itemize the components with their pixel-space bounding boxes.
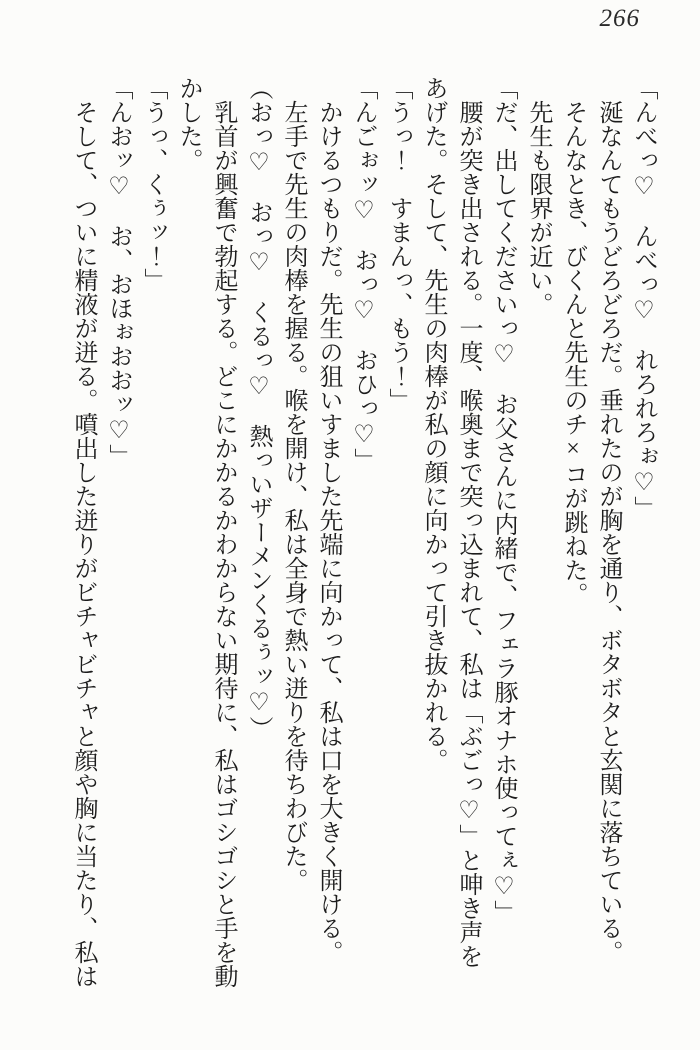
dialogue-line-2: 「だ、出してくださいっ♡ お父さんに内緒で、フェラ豚オナホ使ってぇ♡」: [490, 76, 516, 924]
dialogue-line-5: 「うっ、くぅッ！」: [140, 76, 166, 292]
vertical-text-block: [38, 76, 660, 988]
dialogue-line-1: 「んべっ♡ んべっ♡ れろれろぉ♡」: [630, 76, 656, 520]
narration-line-6: 左手で先生の肉棒を握る。喉を開け、私は全身で熱い迸りを待ちわびた。: [280, 100, 306, 892]
narration-line-7: 乳首が興奮で勃起する。どこにかかるかわからない期待に、私はゴシゴシと手を動かした。: [175, 76, 236, 988]
narration-line-1: 涎なんてもうどろどろだ。垂れたのが胸を通り、ボタボタと玄関に落ちている。: [595, 100, 621, 964]
page-number: 266: [599, 5, 640, 32]
dialogue-line-4: 「んごぉッ♡ おっ♡ おひっ♡」: [350, 76, 376, 472]
narration-line-4: 腰が突き出される。一度、喉奥まで突っ込まれて、私は「ぶごっ♡」と呻き声をあげた。そして、先生の肉棒が私の顔に向かって引き抜かれる。: [420, 76, 481, 968]
narration-line-3: 先生も限界が近い。: [525, 100, 551, 316]
dialogue-line-6: 「んおッ♡ お、おほぉおおッ♡」: [105, 76, 131, 468]
thought-line-1: （おっ♡ おっ♡ くるっ♡ 熱っいザーメンくるぅッ♡）: [245, 76, 271, 740]
dialogue-line-3: 「うっ！ すまんっ、もう！」: [385, 76, 411, 412]
narration-line-2: そんなとき、びくんと先生のチ×コが跳ねた。: [560, 100, 586, 606]
narration-line-8: そして、ついに精液が迸る。噴出した迸りがビチャビチャと顔や胸に当たり、私は: [70, 100, 96, 988]
narration-line-5: かけるつもりだ。先生の狙いすました先端に向かって、私は口を大きく開ける。: [315, 100, 341, 964]
